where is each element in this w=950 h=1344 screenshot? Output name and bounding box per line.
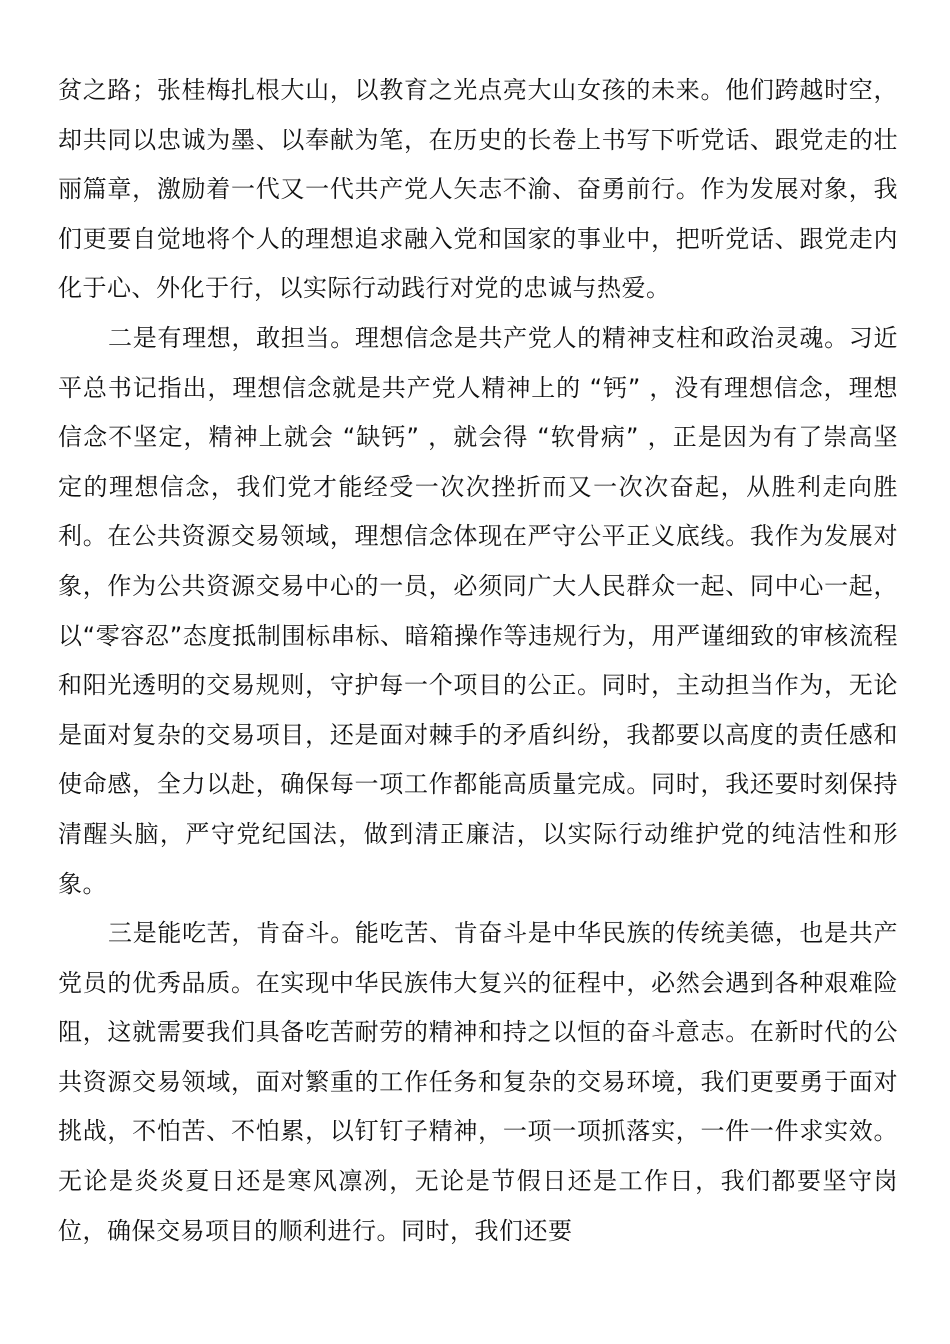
body-text	[58, 66, 898, 1256]
paragraph-hardship-struggle: 三是能吃苦，肯奋斗。能吃苦、肯奋斗是中华民族的传统美德，也是共产党员的优秀品质。在实现中华民族伟大复兴的征程中，必然会遇到各种艰难险阻，这就需要我们具备吃苦耐劳的精神和持之以恒的奋斗意志。在新时代的公共资源交易领域，面对繁重的工作任务和复杂的交易环境，我们更要勇于面对挑战，不怕苦、不怕累，以钉钉子精神，一项一项抓落实，一件一件求实效。无论是炎炎夏日还是寒风凛冽，无论是节假日还是工作日，我们都要坚守岗位，确保交易项目的顺利进行。同时，我们还要	[58, 919, 898, 1245]
paragraph-ideals-responsibility: 二是有理想，敢担当。理想信念是共产党人的精神支柱和政治灵魂。习近平总书记指出，理想信念就是共产党人精神上的 “钙” ，没有理想信念，理想信念不坚定，精神上就会 “缺钙” ，就会得 “软骨病” ，正是因为有了崇高坚定的理想信念，我们党才能经受一次次挫折而又一次次奋起，从胜利走向胜利。在公共资源交易领域，理想信念体现在严守公平正义底线。我作为发展对象，作为公共资源交易中心的一员，必须同广大人民群众一起、同中心一起，以“零容忍”态度抵制围标串标、暗箱操作等违规行为，用严谨细致的审核流程和阳光透明的交易规则，守护每一个项目的公正。同时，主动担当作为，无论是面对复杂的交易项目，还是面对棘手的矛盾纠纷，我都要以高度的责任感和使命感，全力以赴，确保每一项工作都能高质量完成。同时，我还要时刻保持清醒头脑，严守党纪国法，做到清正廉洁，以实际行动维护党的纯洁性和形象。	[58, 323, 898, 898]
paragraph-continuation: 贫之路；张桂梅扎根大山，以教育之光点亮大山女孩的未来。他们跨越时空，却共同以忠诚为墨、以奉献为笔，在历史的长卷上书写下听党话、跟党走的壮丽篇章，激励着一代又一代共产党人矢志不渝、奋勇前行。作为发展对象，我们更要自觉地将个人的理想追求融入党和国家的事业中，把听党话、跟党走内化于心、外化于行，以实际行动践行对党的忠诚与热爱。	[58, 76, 898, 303]
